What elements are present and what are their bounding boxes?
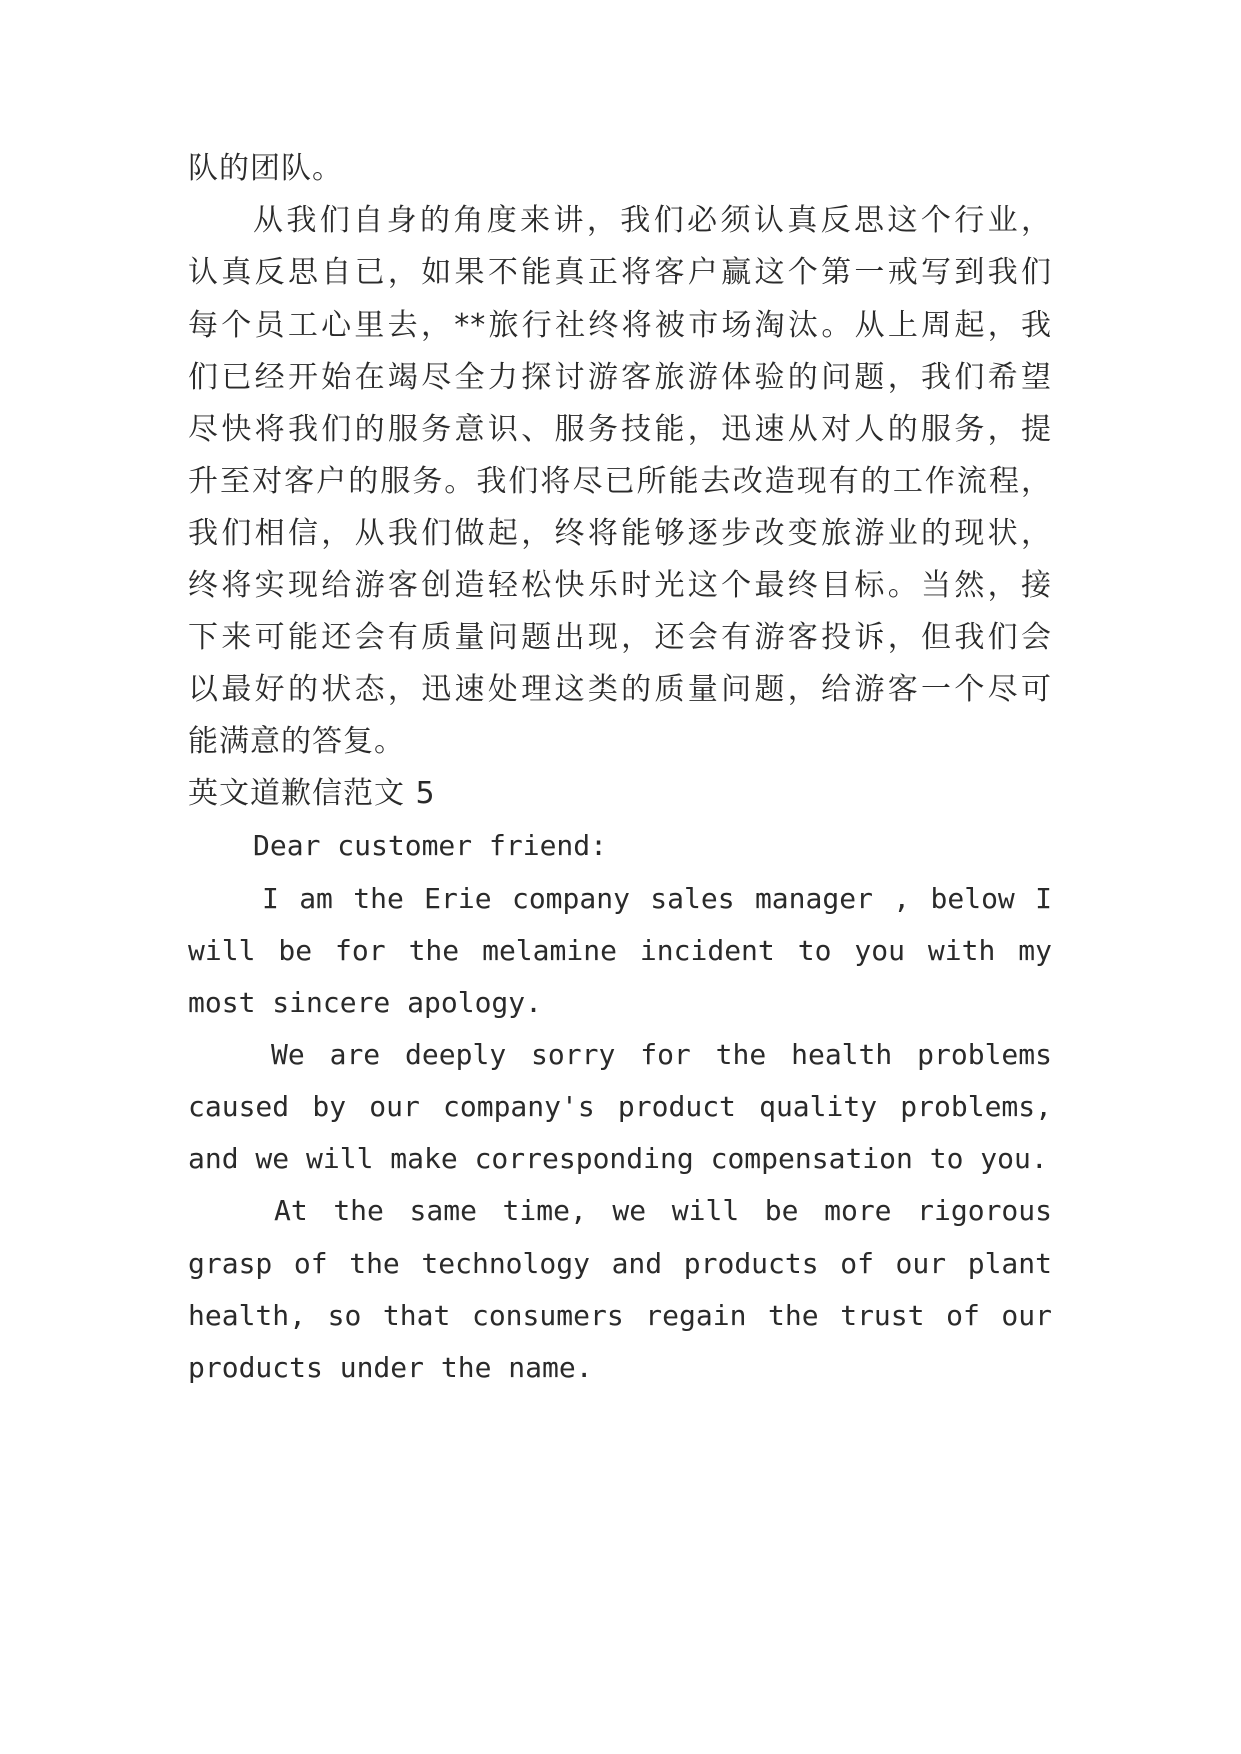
paragraph-line: 们已经开始在竭尽全力探讨游客旅游体验的问题，我们希望	[188, 360, 1052, 395]
salutation: Dear customer friend:	[253, 829, 608, 862]
paragraph-line: We are deeply sorry for the health problems	[271, 1038, 1052, 1071]
paragraph-line: 队的团队。	[188, 151, 343, 186]
paragraph-line: 以最好的状态，迅速处理这类的质量问题，给游客一个尽可	[188, 672, 1052, 707]
paragraph-line: health, so that consumers regain the trust of our	[188, 1299, 1052, 1332]
paragraph-line: most sincere apology.	[188, 986, 543, 1019]
section-heading: 英文道歉信范文 5	[188, 776, 436, 811]
paragraph-line: 尽快将我们的服务意识、服务技能，迅速从对人的服务，提	[188, 412, 1052, 447]
paragraph-line: and we will make corresponding compensation to you.	[188, 1142, 1048, 1175]
paragraph-line: 从我们自身的角度来讲，我们必须认真反思这个行业，	[253, 203, 1052, 238]
paragraph-line: 终将实现给游客创造轻松快乐时光这个最终目标。当然，接	[188, 568, 1052, 603]
paragraph-line: 每个员工心里去，**旅行社终将被市场淘汰。从上周起，我	[188, 308, 1052, 343]
paragraph-line: 下来可能还会有质量问题出现，还会有游客投诉，但我们会	[188, 620, 1052, 655]
paragraph-line: 升至对客户的服务。我们将尽已所能去改造现有的工作流程，	[188, 464, 1052, 499]
paragraph-line: grasp of the technology and products of our plant	[188, 1247, 1052, 1280]
paragraph-line: At the same time, we will be more rigorous	[274, 1194, 1052, 1227]
paragraph-line: 认真反思自已，如果不能真正将客户赢这个第一戒写到我们	[188, 255, 1052, 290]
paragraph-line: caused by our company's product quality problems,	[188, 1090, 1052, 1123]
paragraph-line: 能满意的答复。	[188, 724, 405, 759]
paragraph-line: products under the name.	[188, 1351, 593, 1384]
paragraph-line: I am the Erie company sales manager , below I	[262, 882, 1052, 915]
paragraph-line: will be for the melamine incident to you with my	[188, 934, 1052, 967]
paragraph-line: 我们相信，从我们做起，终将能够逐步改变旅游业的现状，	[188, 516, 1052, 551]
